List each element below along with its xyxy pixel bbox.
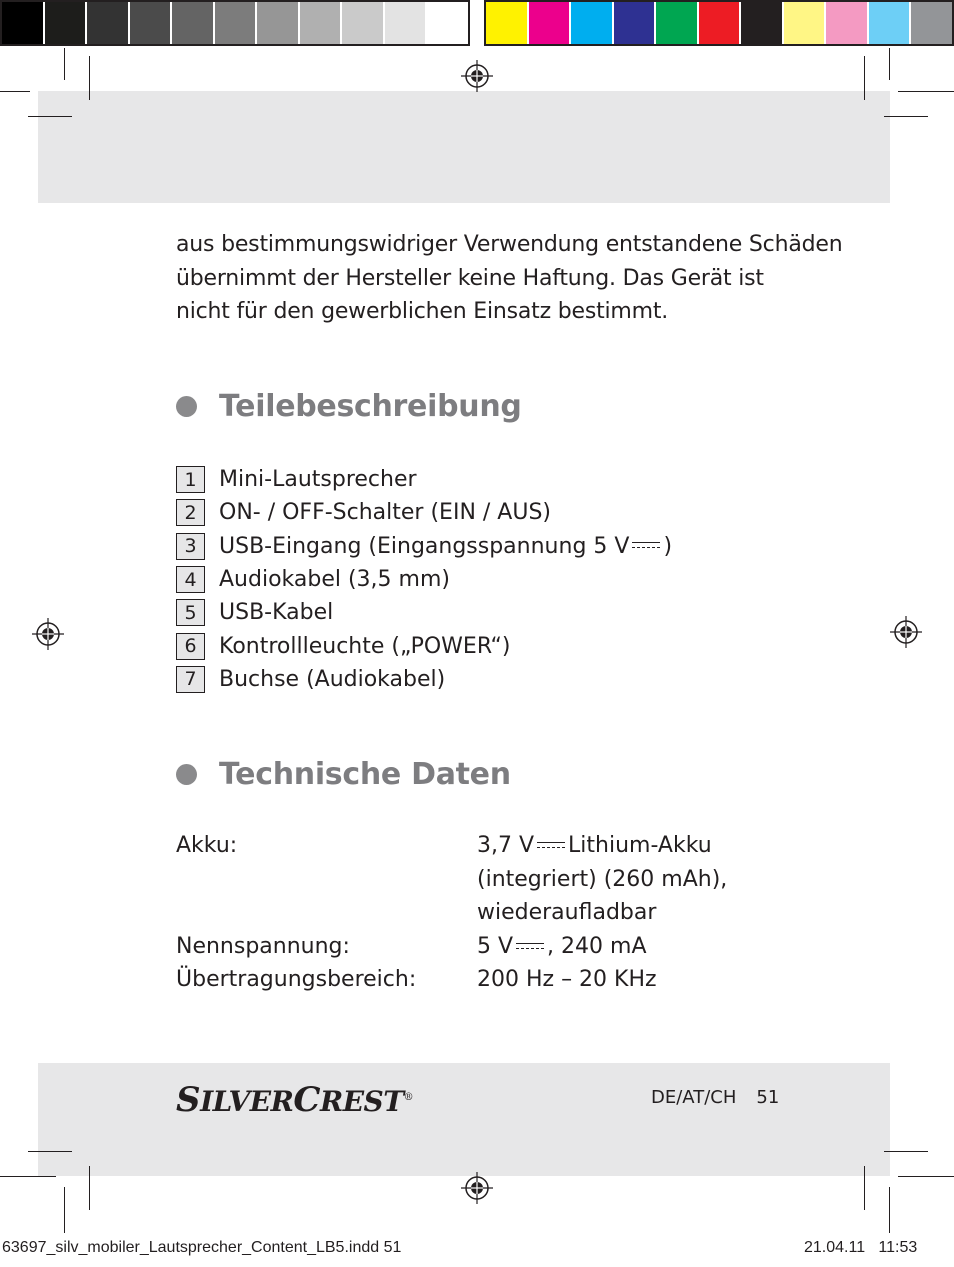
parts-list [176,463,672,696]
color-swatch [2,2,45,44]
spec-value-text: wiederaufladbar [477,900,657,925]
color-swatch [784,2,827,44]
brand-logo [176,1080,413,1120]
color-swatch [486,2,529,44]
crop-mark [884,116,928,117]
spec-value-text: 200 Hz – 20 KHz [477,967,657,992]
part-number: 3 [176,533,205,560]
color-swatch [741,2,784,44]
tech-specs [176,829,727,997]
slug-filename: 63697_silv_mobiler_Lautsprecher_Content_LB5.indd 51 [2,1239,402,1256]
color-swatch [45,2,88,44]
part-label-suffix: ) [663,533,673,559]
intro-line: übernimmt der Hersteller keine Haftung. Das Gerät ist [176,265,764,291]
registration-mark-icon [461,60,493,92]
part-label: Buchse (Audiokabel) [219,666,446,692]
crop-mark [889,48,890,80]
spec-value-text: Lithium-Akku [568,833,712,858]
logo-letter: C [293,1080,320,1120]
spec-value-text: (integriert) (260 mAh), [477,866,728,892]
crop-mark [89,56,90,100]
color-control-bar [484,0,954,46]
color-swatch [826,2,869,44]
crop-mark [0,91,30,92]
section-heading-parts [176,389,522,424]
spec-label: Akku: [176,833,238,858]
part-label: Kontrollleuchte („POWER“) [219,633,511,659]
crop-mark [898,1176,954,1177]
part-number: 7 [176,666,205,693]
list-item [176,463,672,496]
registered-mark: ® [403,1092,414,1103]
spec-row [176,896,727,930]
color-swatch [87,2,130,44]
bullet-icon [176,764,197,785]
spec-row [176,930,727,964]
color-swatch [869,2,912,44]
color-swatch [614,2,657,44]
spec-value [477,829,712,863]
color-swatch [385,2,428,44]
crop-mark [28,1151,72,1152]
color-swatch [529,2,572,44]
section-title: Technische Daten [219,757,511,792]
section-heading-tech [176,757,511,792]
color-swatch [427,2,468,44]
crop-mark [89,1166,90,1210]
color-swatch [699,2,742,44]
spec-value-text: 3,7 V [477,833,535,858]
color-swatch [215,2,258,44]
spec-value [477,930,647,964]
color-swatch [130,2,173,44]
spec-label: Nennspannung: [176,933,350,959]
slug-datetime: 21.04.11 11:53 [804,1239,918,1256]
intro-paragraph [176,228,843,329]
spec-row [176,829,727,863]
region-label: DE/AT/CH [651,1087,737,1108]
color-swatch [911,2,952,44]
spec-value-text: , 240 mA [547,933,647,959]
crop-mark [64,48,65,80]
spec-label: Übertragungsbereich: [176,967,417,992]
crop-mark [0,1176,56,1177]
dc-voltage-icon [514,940,546,954]
crop-mark [28,116,72,117]
color-swatch [571,2,614,44]
part-number: 4 [176,566,205,593]
color-swatch [172,2,215,44]
spec-row [176,863,727,897]
color-swatch [656,2,699,44]
list-item [176,563,672,596]
part-label: USB-Eingang (Eingangsspannung 5 V [219,533,630,559]
color-swatch [342,2,385,44]
registration-mark-icon [461,1172,493,1204]
color-swatch [257,2,300,44]
registration-mark-icon [890,616,922,648]
spec-value-text: 5 V [477,933,514,959]
part-label: ON- / OFF-Schalter (EIN / AUS) [219,500,551,526]
part-number: 6 [176,633,205,660]
intro-line: aus bestimmungswidriger Verwendung entstandene Schäden [176,232,843,257]
list-item [176,629,672,662]
crop-mark [864,1166,865,1210]
dc-voltage-icon [630,539,662,553]
logo-letter: S [176,1080,201,1120]
part-label: USB-Kabel [219,600,334,626]
dc-voltage-icon [535,839,567,853]
part-label: Audiokabel (3,5 mm) [219,567,450,593]
part-number: 1 [176,466,205,493]
crop-mark [64,1187,65,1233]
color-swatch [300,2,343,44]
header-band [38,91,890,203]
crop-mark [889,1187,890,1233]
logo-text: ILVER [200,1085,294,1118]
logo-text: REST [319,1085,404,1118]
list-item [176,530,672,563]
bullet-icon [176,396,197,417]
part-label: Mini-Lautsprecher [219,467,417,493]
crop-mark [864,56,865,100]
crop-mark [898,91,954,92]
page-number: 51 [756,1087,780,1108]
spec-row [176,963,727,997]
grayscale-control-bar [0,0,470,46]
section-title: Teilebeschreibung [219,389,522,424]
crop-mark [884,1151,928,1152]
footer-info [651,1087,779,1108]
list-item [176,596,672,629]
footer-band [38,1063,890,1176]
part-number: 2 [176,499,205,526]
list-item [176,496,672,529]
list-item [176,663,672,696]
part-number: 5 [176,599,205,626]
registration-mark-icon [32,618,64,650]
intro-line: nicht für den gewerblichen Einsatz bestimmt. [176,299,669,324]
